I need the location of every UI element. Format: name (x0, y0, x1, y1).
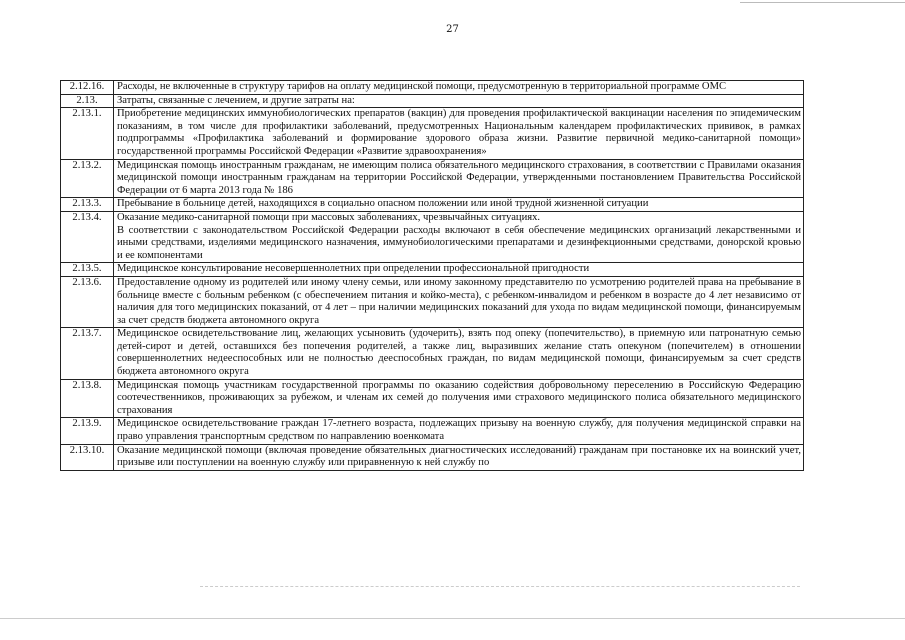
row-paragraph: Медицинская помощь иностранным гражданам, не имеющим полиса обязательного медицинского страхования, в соответствии с Правилами оказания медицинской помощи иностранным гражданам на территории Российской Федерации, утвержденными постановлением Правительства Российской Федерации от 6 марта 2013 года № 186 (117, 159, 801, 196)
row-description (114, 379, 804, 418)
row-description (114, 198, 804, 212)
row-number: 2.13. (61, 94, 114, 108)
table-row (61, 198, 804, 212)
row-number: 2.13.2. (61, 159, 114, 198)
row-number: 2.13.1. (61, 108, 114, 159)
row-paragraph: Оказание медицинской помощи (включая проведение обязательных диагностических исследований) гражданам при постановке их на воинский учет, призыве или поступлении на военную службу или приравненную к ней службу по (117, 444, 801, 469)
row-number: 2.13.10. (61, 444, 114, 470)
row-description (114, 81, 804, 95)
row-paragraph: Приобретение медицинских иммунобиологических препаратов (вакцин) для проведения профилактической вакцинации населения по эпидемическим показаниям, в том числе для профилактики заболеваний, предусмотренных Национальным календарем профилактических прививок, в рамках подпрограммы «Профилактика заболеваний и формирование здорового образа жизни. Развитие первичной медико-санитарной помощи» государственной программы Российской Федерации «Развитие здравоохранения» (117, 108, 801, 157)
row-paragraph: Предоставление одному из родителей или иному члену семьи, или иному законному представителю по усмотрению родителей права на пребывание в больнице вместе с больным ребенком (с обеспечением питания и койко-места), с ребенком-инвалидом и ребенком в возрасте до 4 лет независимо от наличия для того медицинских показаний, от 4 лет – при наличии медицинских показаний для ухода по видам медицинской помощи, финансируемым за счет средств бюджета автономного округа (117, 276, 801, 326)
table-row (61, 159, 804, 198)
expenses-table-body (61, 81, 804, 471)
row-paragraph: В соответствии с законодательством Российской Федерации расходы включают в себя обеспечение медицинских организаций лекарственными и иными средствами, изделиями медицинского назначения, иммунобиологическими препаратами и дезинфекционными средствами, донорской кровью и ее компонентами (117, 224, 801, 261)
row-paragraph: Расходы, не включенные в структуру тарифов на оплату медицинской помощи, предусмотренную в территориальной программе ОМС (117, 81, 727, 92)
table-row (61, 211, 804, 262)
scan-bottom-artifact (200, 586, 800, 588)
row-paragraph: Оказание медико-санитарной помощи при массовых заболеваниях, чрезвычайных ситуациях. (117, 211, 541, 223)
row-number: 2.13.7. (61, 328, 114, 379)
row-number: 2.13.3. (61, 198, 114, 212)
table-row (61, 418, 804, 444)
row-number: 2.13.5. (61, 263, 114, 277)
row-number: 2.13.9. (61, 418, 114, 444)
row-description (114, 418, 804, 444)
row-description (114, 444, 804, 470)
table-row (61, 379, 804, 418)
expenses-table (60, 80, 804, 471)
row-number: 2.13.4. (61, 211, 114, 262)
row-paragraph: Пребывание в больнице детей, находящихся в социально опасном положении или иной трудной жизненной ситуации (117, 198, 649, 210)
row-paragraph: Медицинское консультирование несовершеннолетних при определении профессиональной пригодности (117, 263, 590, 275)
row-number: 2.13.8. (61, 379, 114, 418)
row-description (114, 328, 804, 379)
row-paragraph: Медицинское освидетельствование лиц, желающих усыновить (удочерить), взять под опеку (попечительство), в приемную или патронатную семью детей-сирот и детей, оставшихся без попечения родителей, а также лиц, выразивших желание стать опекуном (попечителем) в отношении совершеннолетних недееспособных или не полностью дееспособных граждан, по видам медицинской помощи, финансируемым за счет средств бюджета автономного округа (117, 328, 801, 378)
scan-bottom-rule (0, 618, 905, 619)
page-number: 27 (446, 24, 459, 35)
row-paragraph: Медицинское освидетельствование граждан 17-летнего возраста, подлежащих призыву на военную службу, для получения медицинской справки на право управления транспортным средством по направлению военкомата (117, 418, 801, 443)
row-description (114, 159, 804, 198)
row-number: 2.12.16. (61, 81, 114, 95)
table-row (61, 328, 804, 379)
table-row (61, 81, 804, 95)
table-row (61, 444, 804, 470)
row-description (114, 94, 804, 108)
scan-top-rule (740, 2, 905, 3)
row-description (114, 211, 804, 262)
row-number: 2.13.6. (61, 276, 114, 327)
table-row (61, 263, 804, 277)
row-description (114, 263, 804, 277)
table-row (61, 94, 804, 108)
row-paragraph: Затраты, связанные с лечением, и другие затраты на: (117, 94, 355, 106)
row-description (114, 108, 804, 159)
row-paragraph: Медицинская помощь участникам государственной программы по оказанию содействия добровольному переселению в Российскую Федерацию соотечественников, проживающих за рубежом, и членам их семей до получения ими страхового медицинского полиса обязательного медицинского страхования (117, 379, 801, 416)
row-description (114, 276, 804, 327)
table-row (61, 276, 804, 327)
table-row (61, 108, 804, 159)
